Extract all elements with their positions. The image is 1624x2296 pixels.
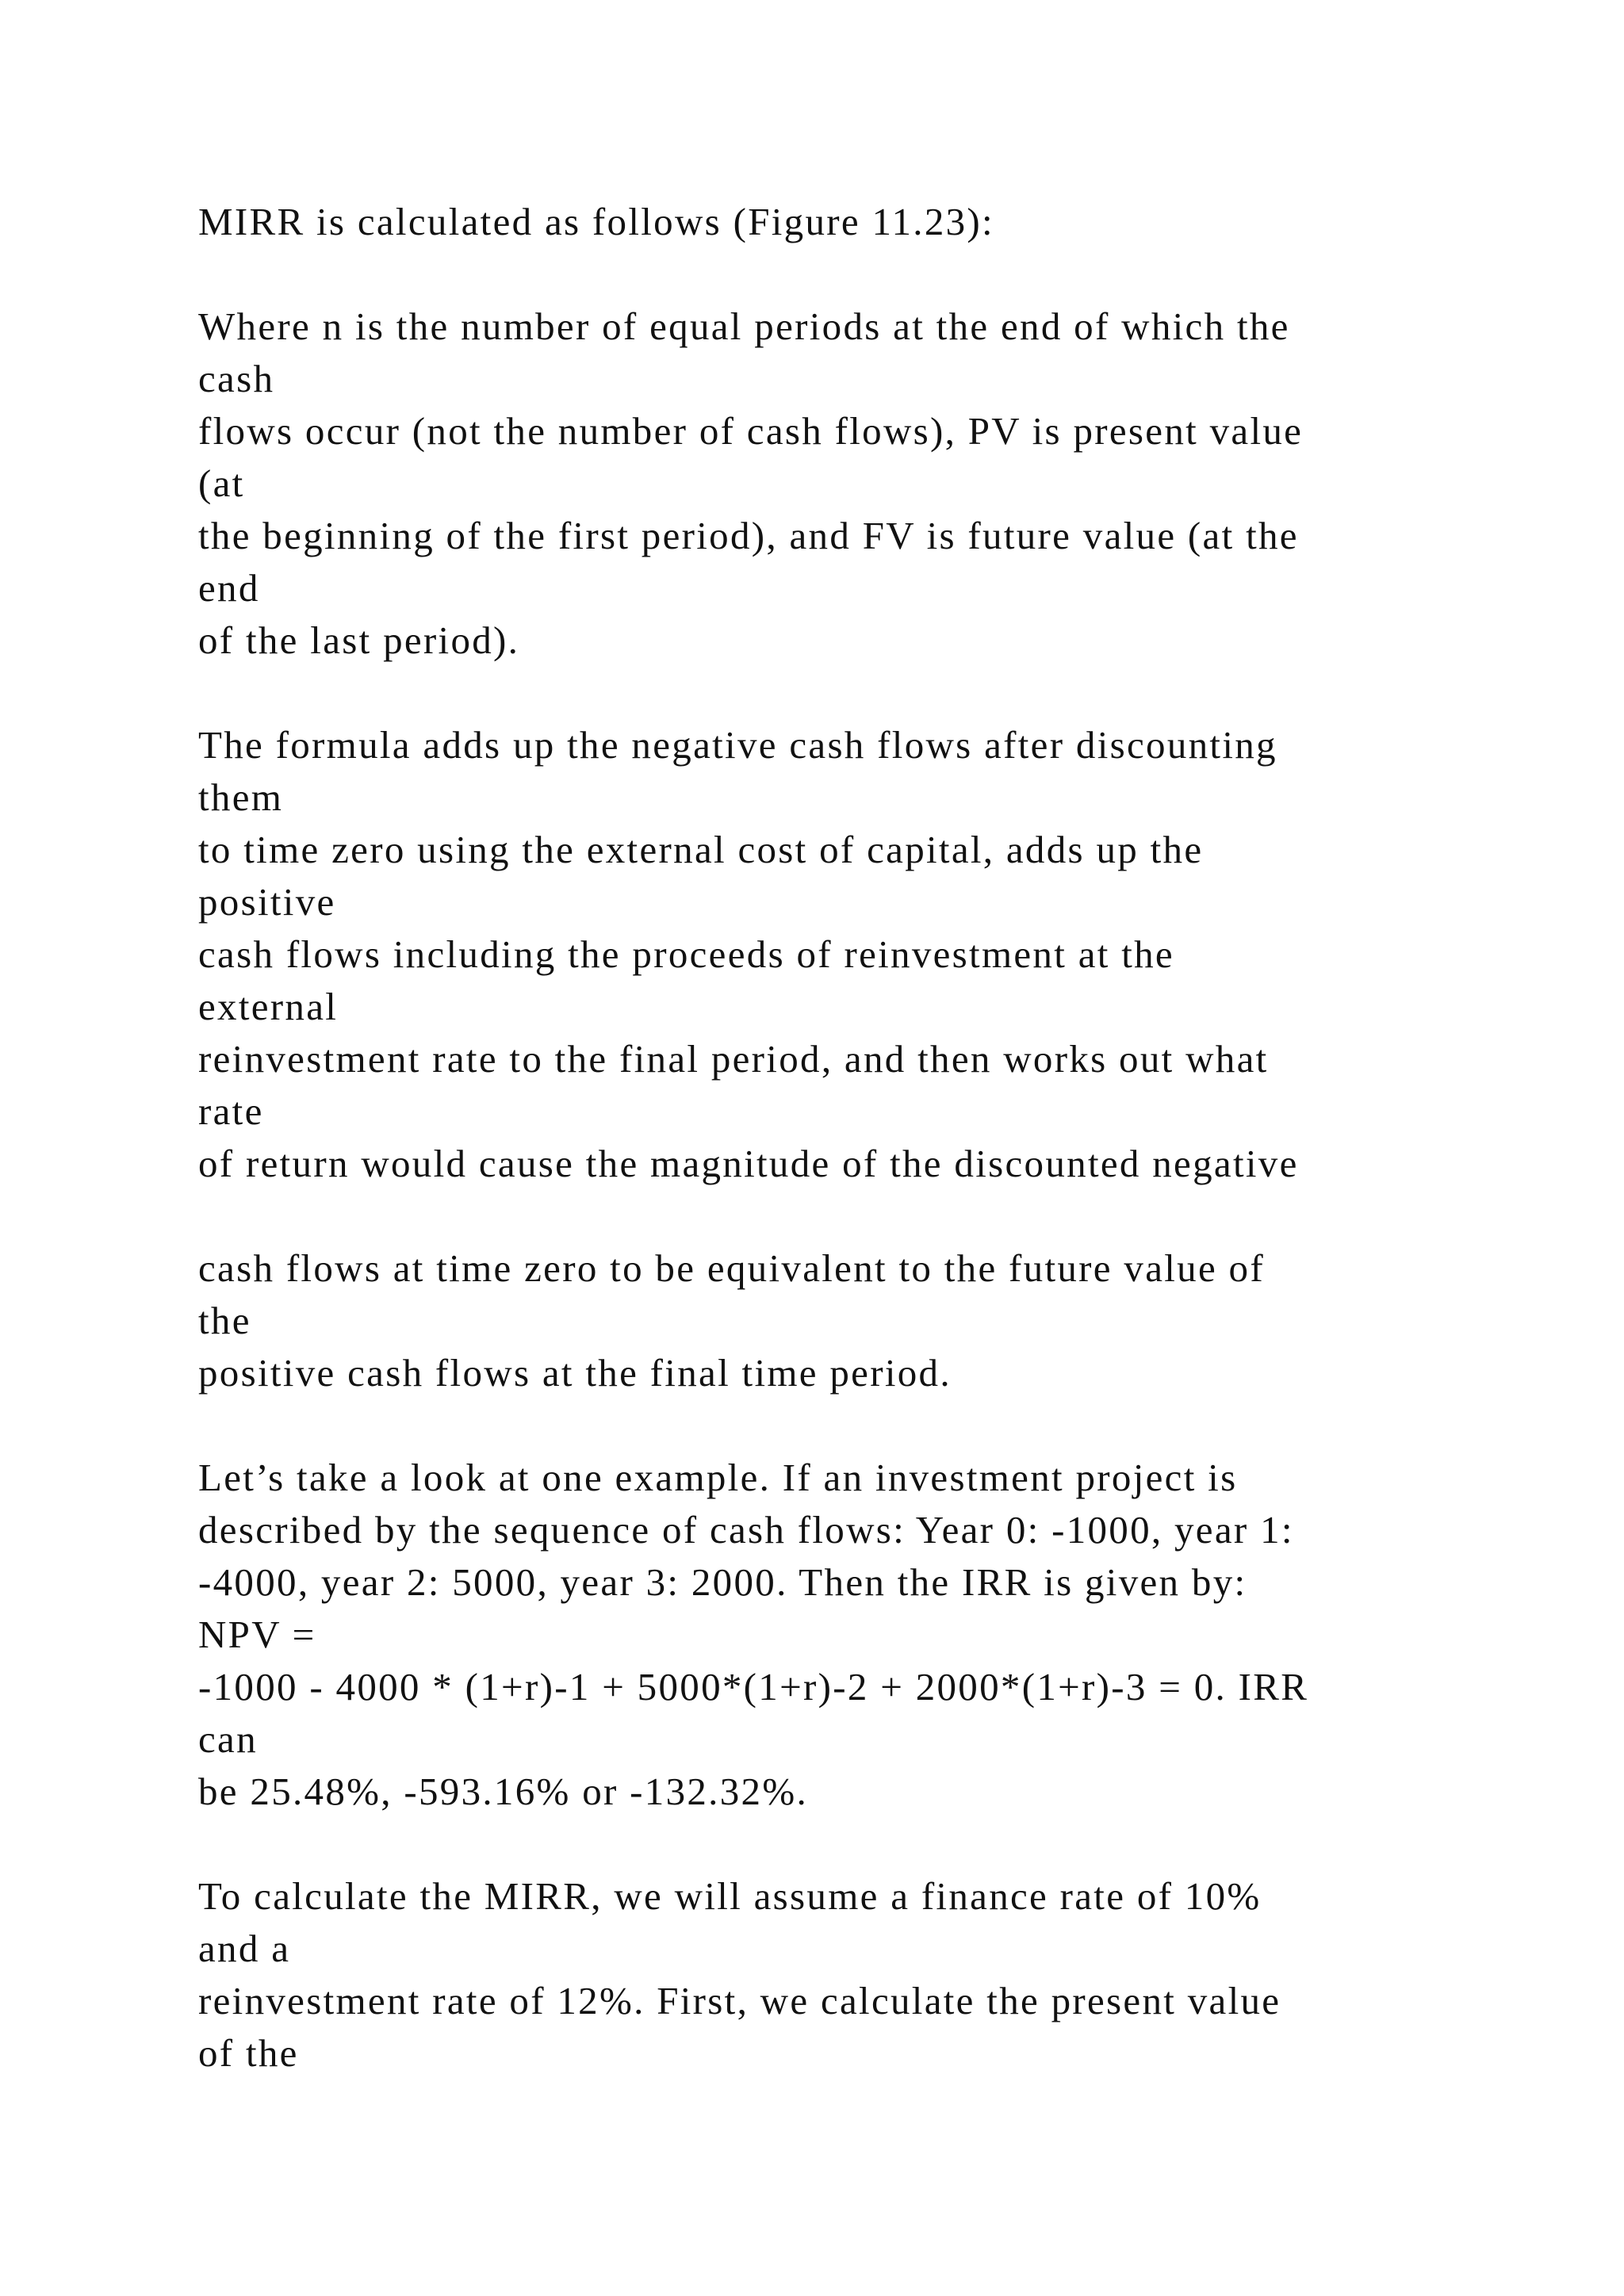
- text-line: described by the sequence of cash flows: Year 0: -1000, year 1:: [198, 1508, 1294, 1552]
- text-line: be 25.48%, -593.16% or -132.32%.: [198, 1770, 809, 1813]
- text-line: of the: [198, 2031, 299, 2075]
- text-line: -1000 - 4000 * (1+r)-1 + 5000*(1+r)-2 + 2000*(1+r)-3 = 0. IRR: [198, 1665, 1309, 1709]
- text-line: end: [198, 566, 260, 610]
- text-line: Let’s take a look at one example. If an investment project is: [198, 1456, 1238, 1499]
- blank-line: [198, 248, 1594, 300]
- text-line: To calculate the MIRR, we will assume a finance rate of 10%: [198, 1874, 1262, 1918]
- blank-line: [198, 1399, 1594, 1452]
- text-line: cash: [198, 357, 275, 400]
- text-line: to time zero using the external cost of capital, adds up the: [198, 828, 1204, 871]
- text-line: -4000, year 2: 5000, year 3: 2000. Then the IRR is given by:: [198, 1560, 1247, 1604]
- text-line: cash flows including the proceeds of reinvestment at the: [198, 932, 1174, 976]
- text-line: positive cash flows at the final time period.: [198, 1351, 952, 1395]
- text-line: (at: [198, 461, 245, 505]
- text-line: The formula adds up the negative cash flows after discounting: [198, 723, 1277, 767]
- text-line: external: [198, 985, 339, 1028]
- text-line: of the last period).: [198, 618, 520, 662]
- text-line: reinvestment rate of 12%. First, we calculate the present value: [198, 1979, 1281, 2022]
- text-line: Where n is the number of equal periods at the end of which the: [198, 304, 1290, 348]
- text-line: reinvestment rate to the final period, and then works out what: [198, 1037, 1269, 1081]
- text-line: NPV =: [198, 1613, 316, 1656]
- blank-line: [198, 1818, 1594, 1870]
- text-line: of return would cause the magnitude of the discounted negative: [198, 1142, 1299, 1185]
- text-line: MIRR is calculated as follows (Figure 11.23):: [198, 200, 994, 243]
- text-line: and a: [198, 1927, 291, 1970]
- text-line: can: [198, 1717, 258, 1761]
- body-text: [198, 196, 1594, 2080]
- text-line: flows occur (not the number of cash flows), PV is present value: [198, 409, 1304, 453]
- text-line: them: [198, 775, 284, 819]
- blank-line: [198, 1190, 1594, 1242]
- blank-line: [198, 667, 1594, 719]
- text-line: the beginning of the first period), and FV is future value (at the: [198, 514, 1299, 557]
- text-line: rate: [198, 1089, 264, 1133]
- text-line: the: [198, 1299, 251, 1342]
- text-line: cash flows at time zero to be equivalent to the future value of: [198, 1246, 1265, 1290]
- text-line: positive: [198, 880, 336, 924]
